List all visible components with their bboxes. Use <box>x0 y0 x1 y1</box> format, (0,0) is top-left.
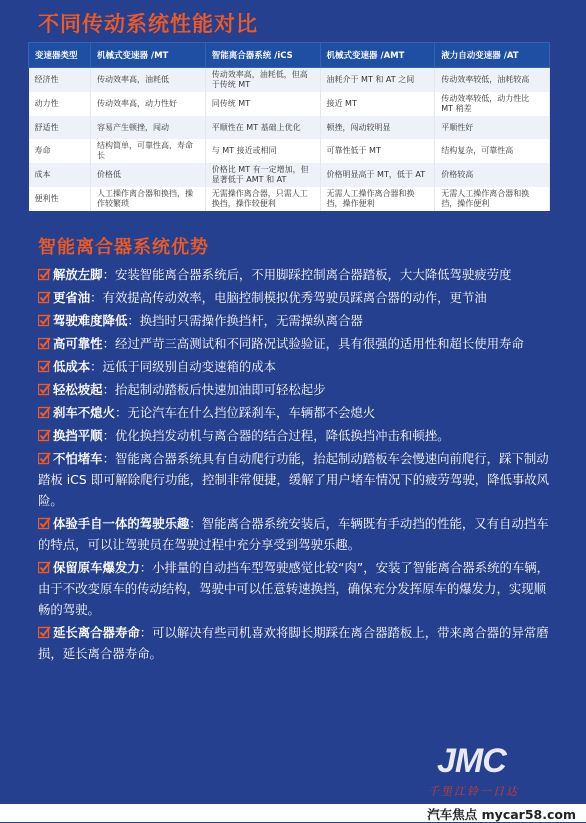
checkbox-checked-icon <box>38 383 50 395</box>
list-item <box>38 287 550 308</box>
item-keyword: 更省油 <box>53 290 91 305</box>
table-cell: 传动效率较低，动力性比 MT 稍差 <box>435 92 550 116</box>
list-item <box>38 557 550 620</box>
item-keyword: 高可靠性 <box>53 336 103 351</box>
table-cell: 传动效率高，动力性好 <box>91 92 206 116</box>
comparison-table <box>28 42 550 211</box>
row-header: 寿命 <box>29 139 91 163</box>
item-text: ：抬起制动踏板后快速加油即可轻松起步 <box>102 382 326 397</box>
item-text: ：可以解决有些司机喜欢将脚长期踩在离合器踏板上，带来离合器的异常磨损，延长离合器寿命。 <box>38 625 549 661</box>
item-text: ：优化换挡发动机与离合器的结合过程，降低换挡冲击和顿挫。 <box>102 428 450 443</box>
item-keyword: 解放左脚 <box>53 267 103 282</box>
list-item <box>38 356 550 377</box>
list-item <box>38 264 550 285</box>
checkbox-checked-icon <box>38 337 50 349</box>
logo-slogan: 千里江铃一日达 <box>428 785 519 798</box>
checkbox-checked-icon <box>38 314 50 326</box>
checkbox-checked-icon <box>38 452 50 464</box>
checkbox-checked-icon <box>38 626 50 638</box>
list-item <box>38 402 550 423</box>
table-cell: 顿挫，闯动较明显 <box>320 116 435 139</box>
checkbox-checked-icon <box>38 268 50 280</box>
table-cell: 价格低 <box>91 163 206 187</box>
table-cell: 平顺性好 <box>435 116 550 139</box>
checkbox-checked-icon <box>38 406 50 418</box>
table-row <box>29 92 550 116</box>
checkbox-checked-icon <box>38 429 50 441</box>
item-keyword: 换挡平顺 <box>53 428 103 443</box>
item-keyword: 不怕堵车 <box>53 451 103 466</box>
table-cell: 接近 MT <box>320 92 435 116</box>
footer-bar <box>0 804 586 822</box>
table-cell: 价格比 MT 有一定增加，但显著低于 AMT 和 AT <box>205 163 320 187</box>
item-keyword: 刹车不熄火 <box>53 405 115 420</box>
item-keyword: 轻松坡起 <box>53 382 103 397</box>
table-cell: 传动效率高，油耗低 <box>91 68 206 93</box>
footer-watermark: 汽车焦点 mycar58.com <box>427 807 576 822</box>
list-item <box>38 379 550 400</box>
table-cell: 同传统 MT <box>205 92 320 116</box>
item-text: ：远低于同级别自动变速箱的成本 <box>90 359 277 374</box>
table-row <box>29 163 550 187</box>
item-text: ：安装智能离合器系统后，不用脚踩控制离合器踏板，大大降低驾驶疲劳度 <box>102 267 512 282</box>
page-title: 不同传动系统性能对比 <box>38 12 258 36</box>
list-item <box>38 513 550 555</box>
table-cell: 平顺性在 MT 基础上优化 <box>205 116 320 139</box>
table-cell: 无需人工操作离合器和换挡，操作便利 <box>435 187 550 211</box>
row-header: 舒适性 <box>29 116 91 139</box>
column-header: 液力自动变速器 /AT <box>435 43 550 68</box>
item-keyword: 体验手自一体的驾驶乐趣 <box>53 516 190 531</box>
row-header: 动力性 <box>29 92 91 116</box>
table-cell: 结构简单，可靠性高，寿命长 <box>91 139 206 163</box>
row-header: 便利性 <box>29 187 91 211</box>
advantages-list <box>38 264 550 666</box>
column-header: 智能离合器系统 /iCS <box>205 43 320 68</box>
table-cell: 与 MT 接近或相同 <box>205 139 320 163</box>
checkbox-checked-icon <box>38 360 50 372</box>
list-item <box>38 622 550 664</box>
checkbox-checked-icon <box>38 561 50 573</box>
jmc-logo: JMC <box>437 742 506 780</box>
table-cell: 无需操作离合器，只需人工换挡，操作较便利 <box>205 187 320 211</box>
table-cell: 油耗介于 MT 和 AT 之间 <box>320 68 435 93</box>
column-header: 变速器类型 <box>29 43 91 68</box>
checkbox-checked-icon <box>38 517 50 529</box>
item-text: ：小排量的自动挡车型驾驶感觉比较“肉”，安装了智能离合器系统的车辆，由于不改变原车的传动结构，驾驶中可以任意转速换挡，确保充分发挥原车的爆发力，实现顺畅的驾驶。 <box>38 560 550 617</box>
table-cell: 传动效率较低，油耗较高 <box>435 68 550 93</box>
table-cell: 可靠性低于 MT <box>320 139 435 163</box>
list-item <box>38 333 550 354</box>
list-item <box>38 310 550 331</box>
item-keyword: 驾驶难度降低 <box>53 313 128 328</box>
table-cell: 人工操作离合器和换挡，操作较繁琐 <box>91 187 206 211</box>
item-text: ：经过严苛三高测试和不同路况试验验证，具有很强的适用性和超长使用寿命 <box>102 336 524 351</box>
item-text: ：无论汽车在什么挡位踩刹车，车辆都不会熄火 <box>114 405 376 420</box>
item-text: ：智能离合器系统安装后，车辆既有手动挡的性能，又有自动挡车的特点，可以让驾驶员在驾驶过程中充分享受到驾驶乐趣。 <box>38 516 549 552</box>
column-header: 机械式变速器 /MT <box>91 43 206 68</box>
table-header-row <box>29 43 550 68</box>
list-item <box>38 448 550 511</box>
item-keyword: 保留原车爆发力 <box>53 560 140 575</box>
list-item <box>38 425 550 446</box>
table-row <box>29 139 550 163</box>
table-row <box>29 68 550 93</box>
table-cell: 无需人工操作离合器和换挡，操作便利 <box>320 187 435 211</box>
column-header: 机械式变速器 /AMT <box>320 43 435 68</box>
item-keyword: 延长离合器寿命 <box>53 625 140 640</box>
table-cell: 结构复杂，可靠性高 <box>435 139 550 163</box>
table-cell: 传动效率高，油耗低，但高于传统 MT <box>205 68 320 93</box>
item-text: ：换挡时只需操作换挡杆，无需操纵离合器 <box>127 313 363 328</box>
table-cell: 价格较高 <box>435 163 550 187</box>
row-header: 经济性 <box>29 68 91 93</box>
table-row <box>29 116 550 139</box>
table-cell: 价格明显高于 MT，低于 AT <box>320 163 435 187</box>
table-cell: 容易产生顿挫，闯动 <box>91 116 206 139</box>
row-header: 成本 <box>29 163 91 187</box>
item-text: ：有效提高传动效率，电脑控制模拟优秀驾驶员踩离合器的动作，更节油 <box>90 290 487 305</box>
checkbox-checked-icon <box>38 291 50 303</box>
item-text: ：智能离合器系统具有自动爬行功能，抬起制动踏板车会慢速向前爬行，踩下制动踏板 iCS 即可解除爬行功能，控制非常便捷，缓解了用户堵车情况下的疲劳驾驶，降低事故风险。 <box>38 451 550 508</box>
section-title: 智能离合器系统优势 <box>38 237 209 258</box>
table-row <box>29 187 550 211</box>
item-keyword: 低成本 <box>53 359 91 374</box>
